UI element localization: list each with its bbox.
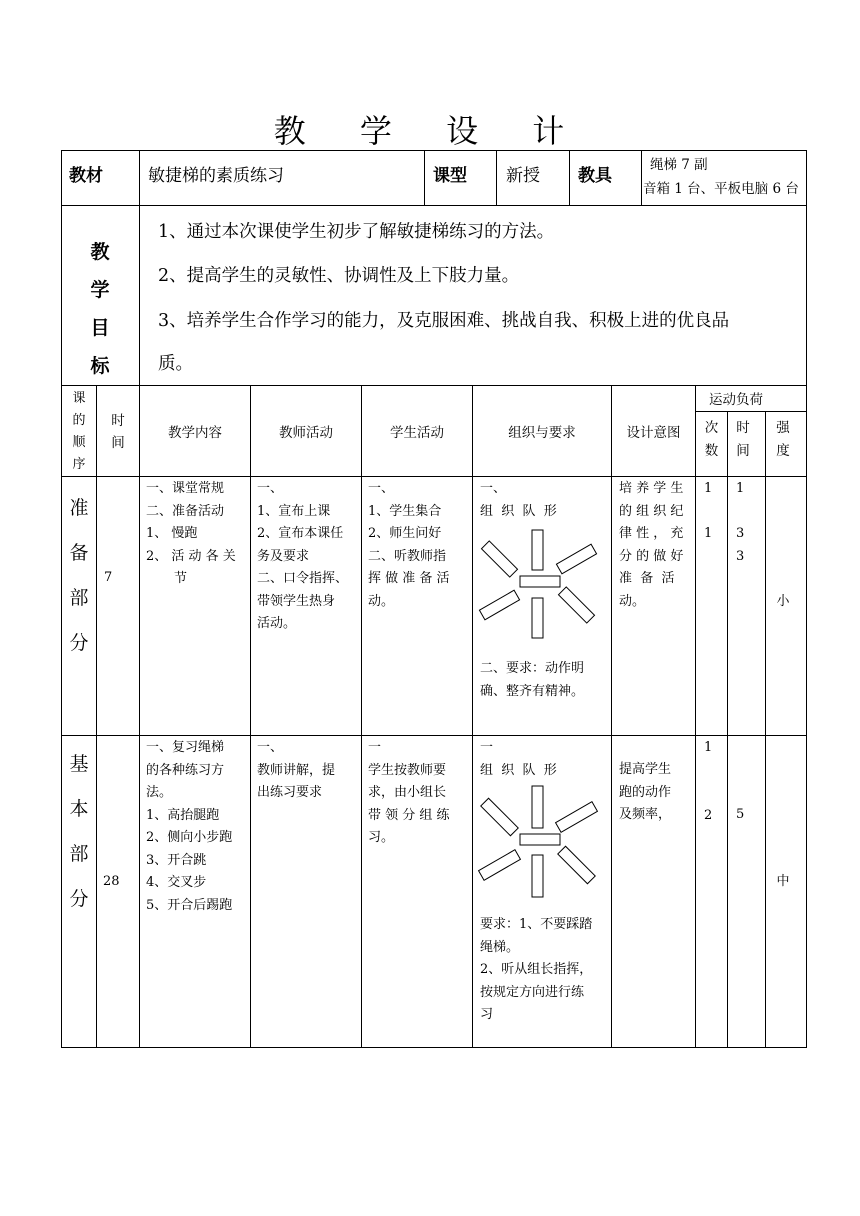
goals-label-char: 目	[90, 317, 110, 339]
content-line: 一、课堂常规	[146, 481, 225, 496]
goal-item-1: 1、通过本次课使学生初步了解敏捷梯练习的方法。	[158, 222, 555, 242]
warmup-load-time	[736, 478, 754, 568]
intent-line: 及频率，	[619, 807, 672, 822]
content-line: 1、 慢跑	[146, 526, 198, 541]
type-label: 课型	[433, 166, 467, 186]
count-spacer	[704, 760, 722, 805]
intent-line: 的 组 织 纪	[619, 503, 684, 519]
goals-label-char: 学	[90, 279, 110, 301]
warmup-intensity: 小	[776, 594, 790, 609]
teacher-line: 一、	[257, 481, 284, 496]
ladder-bottom	[532, 598, 543, 638]
ladder-upper-right	[556, 544, 596, 574]
main-intensity: 中	[776, 874, 790, 889]
content-line: 5、开合后踢跑	[146, 897, 233, 913]
content-line: 3、开合跳	[146, 852, 207, 868]
org-line: 要求：1、不要踩踏	[480, 917, 593, 932]
header-intensity	[766, 417, 800, 463]
student-line: 2、师生问好	[368, 526, 442, 541]
warmup-content	[146, 478, 244, 591]
warmup-org-top	[480, 478, 606, 523]
count-value: 1	[704, 740, 713, 755]
section-main-label	[61, 742, 97, 922]
formation-diagram-warmup	[479, 530, 596, 638]
student-line: 带 领 分 组 练	[368, 807, 450, 823]
section-char: 分	[69, 632, 89, 654]
teacher-line: 教师讲解，提	[257, 762, 336, 778]
ladder-upper-left	[481, 798, 518, 835]
header-count-char: 次	[704, 420, 719, 436]
main-time: 28	[103, 874, 120, 889]
warmup-org-bottom	[480, 658, 608, 703]
student-line: 二、听教师指	[368, 548, 447, 564]
main-org-top	[480, 737, 606, 782]
count-spacer	[704, 501, 722, 524]
page-title: 教 学 设 计	[273, 112, 587, 150]
header-intent: 设计意图	[626, 425, 681, 441]
section-char: 部	[69, 843, 89, 865]
intent-line: 分 的 做 好	[619, 548, 684, 564]
warmup-count	[704, 478, 722, 546]
ladder-top	[532, 530, 543, 570]
warmup-teacher	[257, 478, 357, 636]
header-count	[696, 417, 727, 463]
section-char: 部	[69, 587, 89, 609]
goals-label-char: 教	[90, 241, 110, 263]
ladder-lower-left	[479, 850, 521, 881]
main-intent	[619, 759, 691, 827]
header-time-char: 间	[111, 435, 125, 451]
org-line: 二、要求：动作明	[480, 661, 585, 676]
teacher-line: 出练习要求	[257, 785, 323, 800]
load-time-value: 3	[736, 526, 745, 541]
teacher-line: 1、宣布上课	[257, 503, 331, 519]
content-line: 2、侧向小步跑	[146, 830, 233, 845]
main-content	[146, 737, 246, 917]
section-char: 分	[69, 888, 89, 910]
org-line: 习	[480, 1007, 494, 1022]
header-content: 教学内容	[168, 425, 222, 441]
org-line: 组 织 队 形	[480, 762, 557, 778]
header-order	[62, 388, 96, 476]
goal-item-3: 3、培养学生合作学习的能力，及克服困难、挑战自我、积极上进的优良品	[158, 311, 730, 331]
content-line: 法。	[146, 785, 173, 800]
student-line: 挥 做 准 备 活	[368, 571, 450, 586]
section-warmup-label	[61, 486, 97, 666]
header-load-time-char: 间	[736, 443, 750, 459]
student-line: 求，由小组长	[368, 785, 447, 800]
intent-line: 律 性 ， 充	[619, 526, 684, 541]
goals-label-char: 标	[90, 355, 110, 377]
material-label: 教材	[69, 166, 103, 186]
goal-item-3-cont: 质。	[158, 354, 193, 374]
section-char: 基	[69, 753, 89, 775]
main-org-bottom	[480, 914, 610, 1027]
header-count-char: 数	[704, 443, 719, 459]
header-org: 组织与要求	[508, 425, 576, 441]
header-time	[97, 410, 139, 454]
warmup-time: 7	[104, 570, 113, 585]
header-order-char: 序	[72, 457, 86, 472]
header-intensity-char: 强	[776, 420, 790, 436]
load-time-value: 1	[736, 481, 745, 496]
tools-line1: 绳梯 7 副	[650, 157, 708, 173]
main-count	[704, 737, 722, 827]
content-line: 1、高抬腿跑	[146, 807, 220, 823]
org-line: 按规定方向进行练	[480, 984, 585, 1000]
intent-line: 准 备 活	[619, 571, 675, 586]
content-line: 节	[174, 571, 188, 586]
load-time-spacer	[736, 501, 754, 524]
warmup-intent	[619, 478, 691, 613]
org-line: 2、听从组长指挥，	[480, 962, 593, 977]
student-line: 一	[368, 740, 382, 755]
main-student	[368, 737, 468, 850]
goal-item-2: 2、提高学生的灵敏性、协调性及上下肢力量。	[158, 266, 520, 286]
center-ladder	[520, 834, 560, 845]
load-time-value: 3	[736, 548, 745, 564]
tools-line2: 音箱 1 台、平板电脑 6 台	[643, 181, 799, 197]
intent-line: 培 养 学 生	[619, 481, 684, 496]
ladder-upper-left	[481, 541, 517, 577]
teacher-line: 二、口令指挥、	[257, 571, 349, 586]
intent-line: 动。	[619, 593, 646, 609]
content-line: 的各种练习方	[146, 762, 225, 778]
intent-line: 提高学生	[619, 762, 672, 777]
student-line: 1、学生集合	[368, 503, 442, 519]
content-line: 4、交叉步	[146, 875, 207, 890]
org-line: 组 织 队 形	[480, 503, 557, 519]
teacher-line: 活动。	[257, 616, 297, 631]
section-char: 准	[69, 497, 89, 519]
header-time-char: 时	[111, 413, 125, 429]
org-line: 一	[480, 740, 494, 755]
ladder-upper-right	[556, 802, 598, 833]
student-line: 一、	[368, 481, 395, 496]
count-value: 2	[704, 807, 713, 823]
header-order-char: 的	[72, 413, 86, 428]
org-line: 一、	[480, 481, 507, 496]
student-line: 动。	[368, 593, 395, 609]
section-char: 本	[69, 798, 89, 820]
count-value: 1	[704, 526, 713, 541]
goals-label	[82, 233, 118, 385]
main-load-time: 5	[736, 807, 745, 822]
teacher-line: 2、宣布本课任	[257, 526, 344, 541]
teacher-line: 务及要求	[257, 548, 310, 564]
tools-label: 教具	[578, 166, 612, 186]
content-line: 一、复习绳梯	[146, 740, 225, 755]
ladder-top	[532, 786, 543, 828]
org-line: 绳梯。	[480, 939, 520, 955]
header-order-char: 顺	[72, 435, 86, 450]
ladder-bottom	[532, 855, 543, 897]
header-teacher: 教师活动	[279, 425, 333, 441]
teacher-line: 一、	[257, 740, 284, 755]
formation-diagram-main	[479, 786, 598, 897]
org-line: 确、整齐有精神。	[480, 683, 585, 699]
section-char: 备	[69, 542, 89, 564]
center-ladder	[520, 576, 560, 587]
main-teacher	[257, 737, 357, 805]
content-line: 二、准备活动	[146, 503, 225, 519]
header-load-time	[728, 417, 758, 463]
intent-line: 跑的动作	[619, 784, 672, 800]
header-intensity-char: 度	[776, 443, 790, 459]
ladder-lower-right	[558, 587, 594, 623]
content-line: 2、 活 动 各 关	[146, 548, 236, 564]
header-student: 学生活动	[390, 425, 444, 441]
student-line: 学生按教师要	[368, 762, 447, 778]
ladder-lower-right	[558, 846, 595, 883]
type-value: 新授	[506, 166, 540, 186]
count-value: 1	[704, 481, 713, 496]
teacher-line: 带领学生热身	[257, 593, 336, 609]
material-value: 敏捷梯的素质练习	[148, 166, 284, 186]
header-load-time-char: 时	[736, 420, 750, 436]
warmup-student	[368, 478, 468, 613]
header-load: 运动负荷	[709, 392, 763, 408]
ladder-lower-left	[479, 590, 519, 620]
student-line: 习。	[368, 830, 395, 845]
header-order-char: 课	[72, 391, 86, 406]
